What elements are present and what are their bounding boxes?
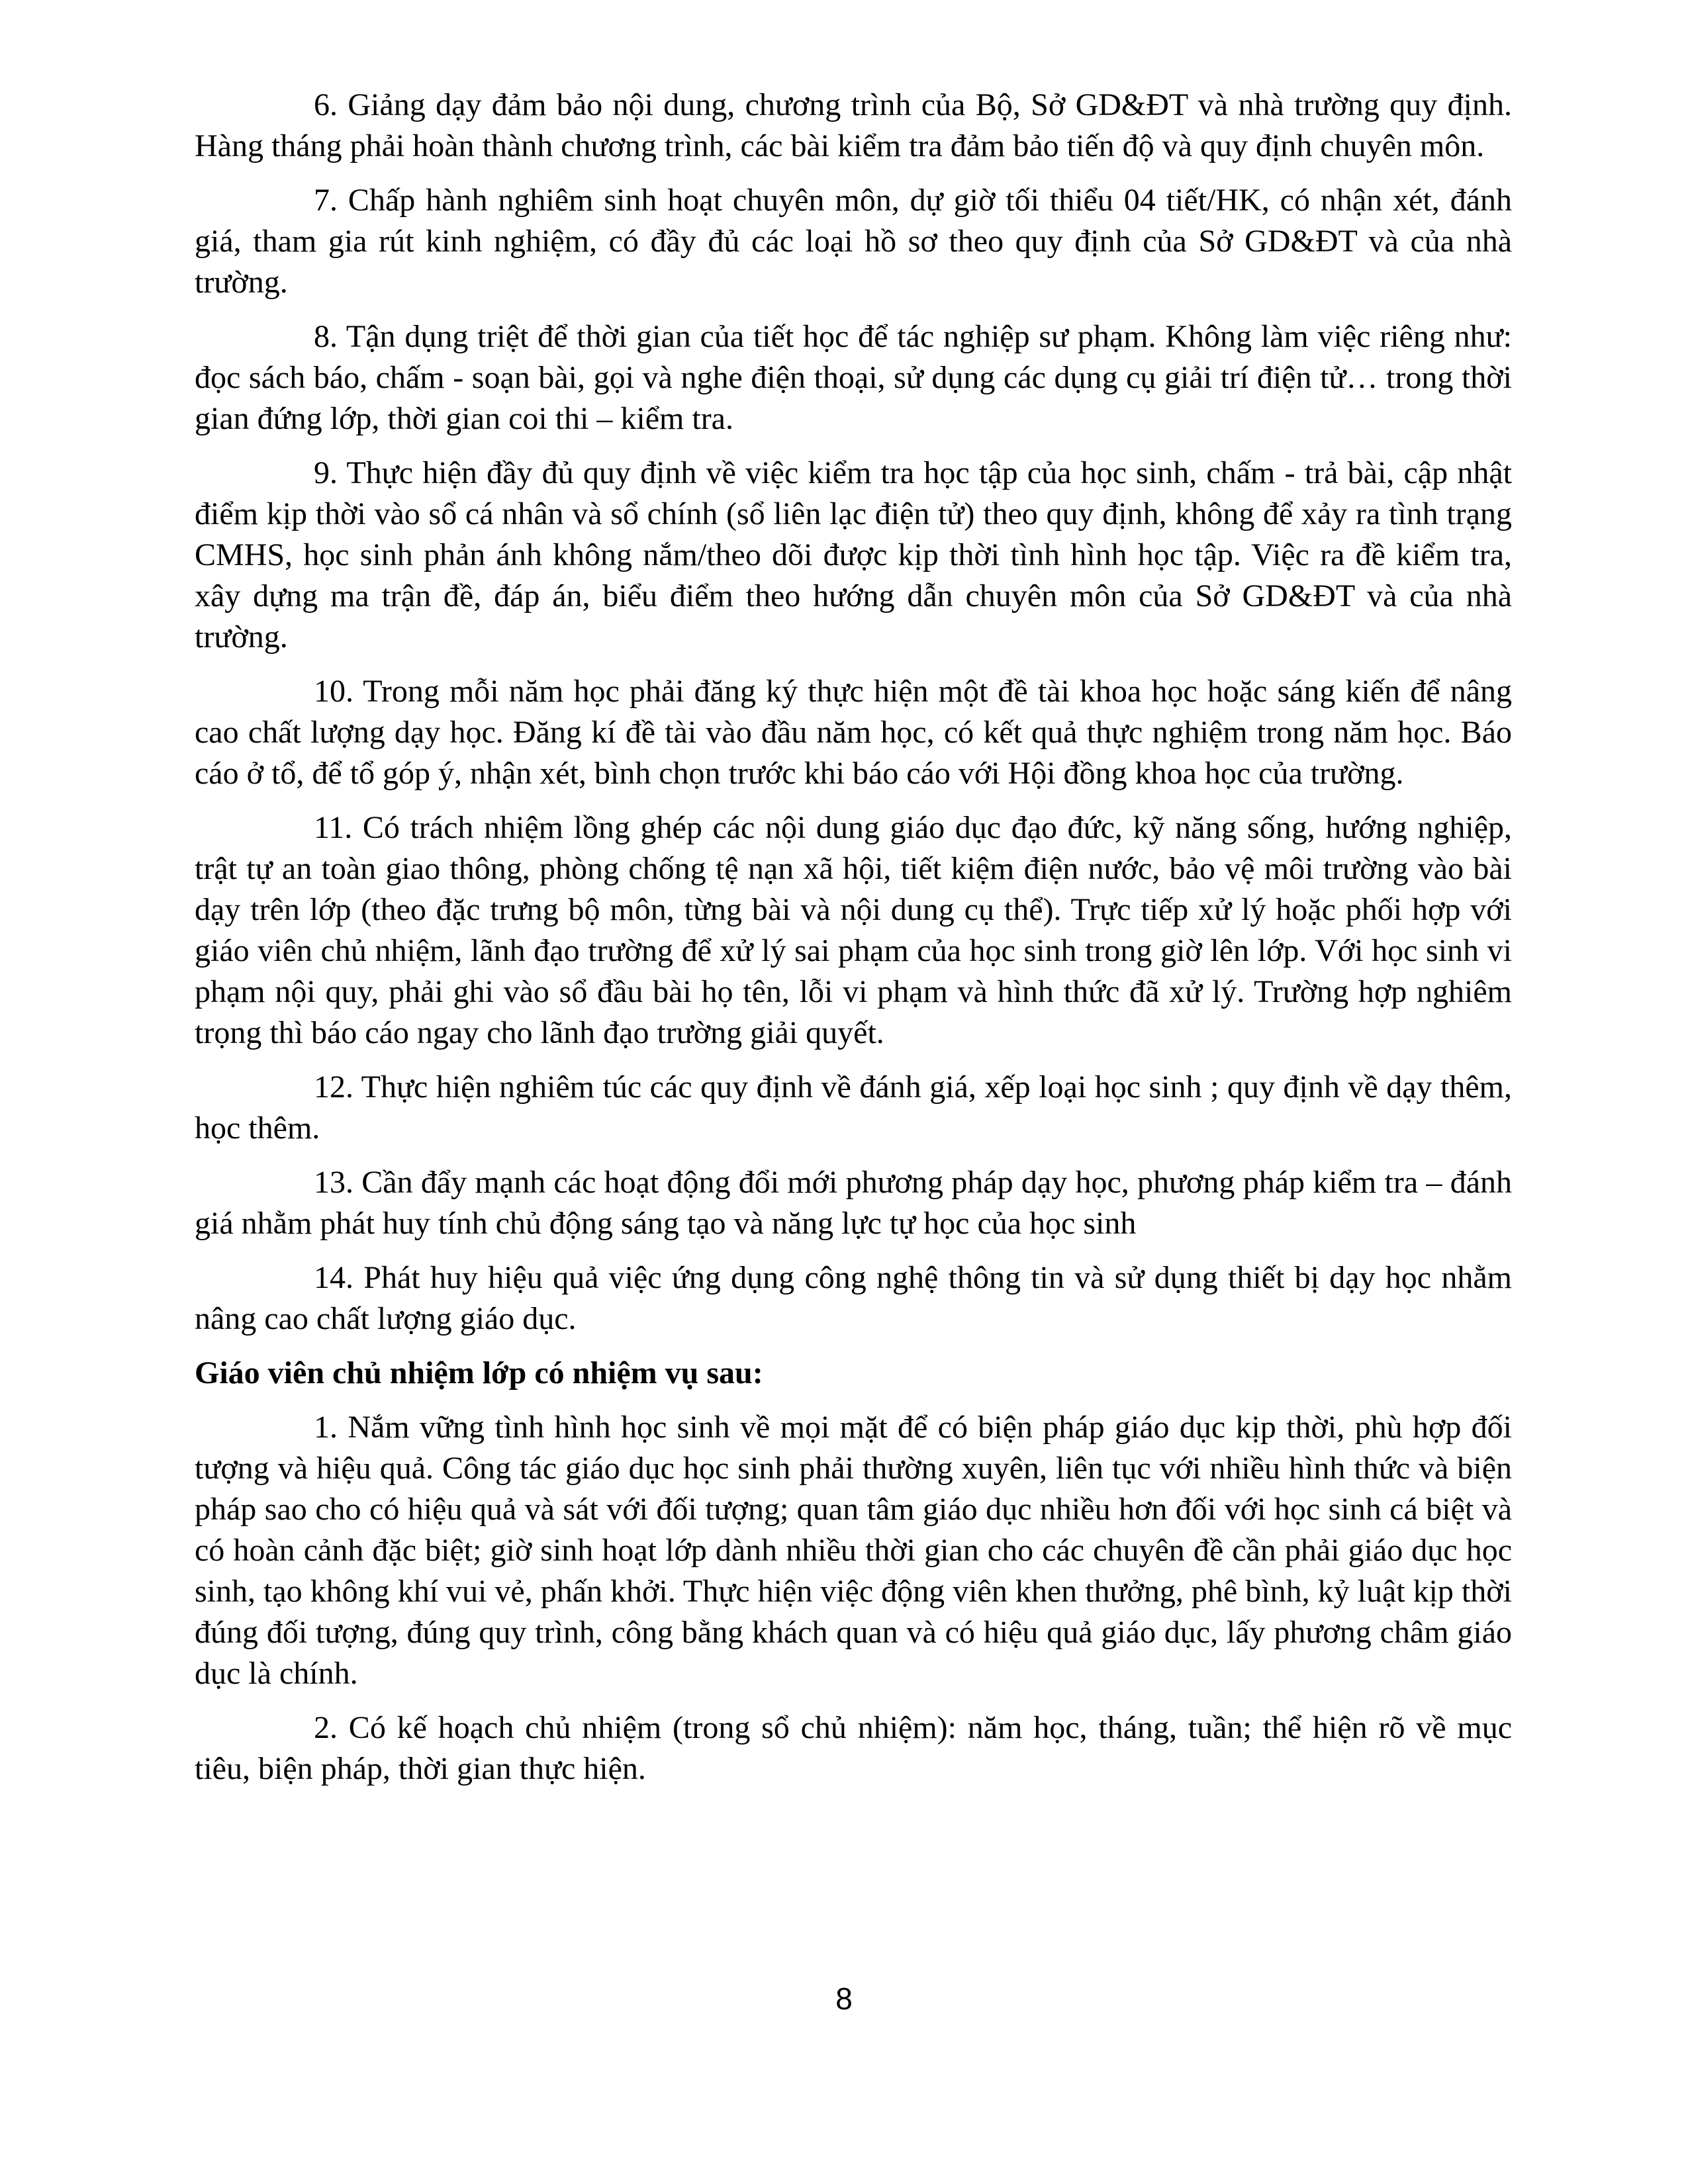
page-body [195,85,1512,1803]
teacher-duty-8: 8. Tận dụng triệt để thời gian của tiết học để tác nghiệp sư phạm. Không làm việc riêng như: đọc sách báo, chấm - soạn bài, gọi và nghe điện thoại, sử dụng các dụng cụ giải trí điện tử… trong thời gian đứng lớp, thời gian coi thi – kiểm tra. [195,319,1512,436]
teacher-duty-12: 12. Thực hiện nghiêm túc các quy định về đánh giá, xếp loại học sinh ; quy định về dạy thêm, học thêm. [195,1069,1512,1146]
page-number: 8 [835,1981,853,2016]
teacher-duty-14: 14. Phát huy hiệu quả việc ứng dụng công nghệ thông tin và sử dụng thiết bị dạy học nhằm nâng cao chất lượng giáo dục. [195,1260,1512,1336]
teacher-duty-9: 9. Thực hiện đầy đủ quy định về việc kiểm tra học tập của học sinh, chấm - trả bài, cập nhật điểm kịp thời vào sổ cá nhân và sổ chính (sổ liên lạc điện tử) theo quy định, không để xảy ra tình trạng CMHS, học sinh phản ánh không nắm/theo dõi được kịp thời tình hình học tập. Việc ra đề kiểm tra, xây dựng ma trận đề, đáp án, biểu điểm theo hướng dẫn chuyên môn của Sở GD&ĐT và của nhà trường. [195,455,1512,655]
homeroom-duty-1: 1. Nắm vững tình hình học sinh về mọi mặt để có biện pháp giáo dục kịp thời, phù hợp đối tượng và hiệu quả. Công tác giáo dục học sinh phải thường xuyên, liên tục với nhiều hình thức và biện pháp sao cho có hiệu quả và sát với đối tượng; quan tâm giáo dục nhiều hơn đối với học sinh cá biệt và có hoàn cảnh đặc biệt; giờ sinh hoạt lớp dành nhiều thời gian cho các chuyên đề cần phải giáo dục học sinh, tạo không khí vui vẻ, phấn khởi. Thực hiện việc động viên khen thưởng, phê bình, kỷ luật kịp thời đúng đối tượng, đúng quy trình, công bằng khách quan và có hiệu quả giáo dục, lấy phương châm giáo dục là chính. [195,1410,1512,1691]
homeroom-section-heading: Giáo viên chủ nhiệm lớp có nhiệm vụ sau: [195,1355,763,1390]
homeroom-duty-2: 2. Có kế hoạch chủ nhiệm (trong sổ chủ nhiệm): năm học, tháng, tuần; thể hiện rõ về mục tiêu, biện pháp, thời gian thực hiện. [195,1710,1512,1786]
teacher-duty-13: 13. Cần đẩy mạnh các hoạt động đổi mới phương pháp dạy học, phương pháp kiểm tra – đánh giá nhằm phát huy tính chủ động sáng tạo và năng lực tự học của học sinh [195,1165,1512,1241]
teacher-duty-10: 10. Trong mỗi năm học phải đăng ký thực hiện một đề tài khoa học hoặc sáng kiến để nâng cao chất lượng dạy học. Đăng kí đề tài vào đầu năm học, có kết quả thực nghiệm trong năm học. Báo cáo ở tổ, để tổ góp ý, nhận xét, bình chọn trước khi báo cáo với Hội đồng khoa học của trường. [195,674,1512,791]
teacher-duty-6: 6. Giảng dạy đảm bảo nội dung, chương trình của Bộ, Sở GD&ĐT và nhà trường quy định. Hàng tháng phải hoàn thành chương trình, các bài kiểm tra đảm bảo tiến độ và quy định chuyên môn. [195,87,1512,163]
teacher-duty-11: 11. Có trách nhiệm lồng ghép các nội dung giáo dục đạo đức, kỹ năng sống, hướng nghiệp, trật tự an toàn giao thông, phòng chống tệ nạn xã hội, tiết kiệm điện nước, bảo vệ môi trường vào bài dạy trên lớp (theo đặc trưng bộ môn, từng bài và nội dung cụ thể). Trực tiếp xử lý hoặc phối hợp với giáo viên chủ nhiệm, lãnh đạo trường để xử lý sai phạm của học sinh trong giờ lên lớp. Với học sinh vi phạm nội quy, phải ghi vào sổ đầu bài họ tên, lỗi vi phạm và hình thức đã xử lý. Trường hợp nghiêm trọng thì báo cáo ngay cho lãnh đạo trường giải quyết. [195,810,1512,1050]
teacher-duty-7: 7. Chấp hành nghiêm sinh hoạt chuyên môn, dự giờ tối thiểu 04 tiết/HK, có nhận xét, đánh giá, tham gia rút kinh nghiệm, có đầy đủ các loại hồ sơ theo quy định của Sở GD&ĐT và của nhà trường. [195,183,1512,300]
